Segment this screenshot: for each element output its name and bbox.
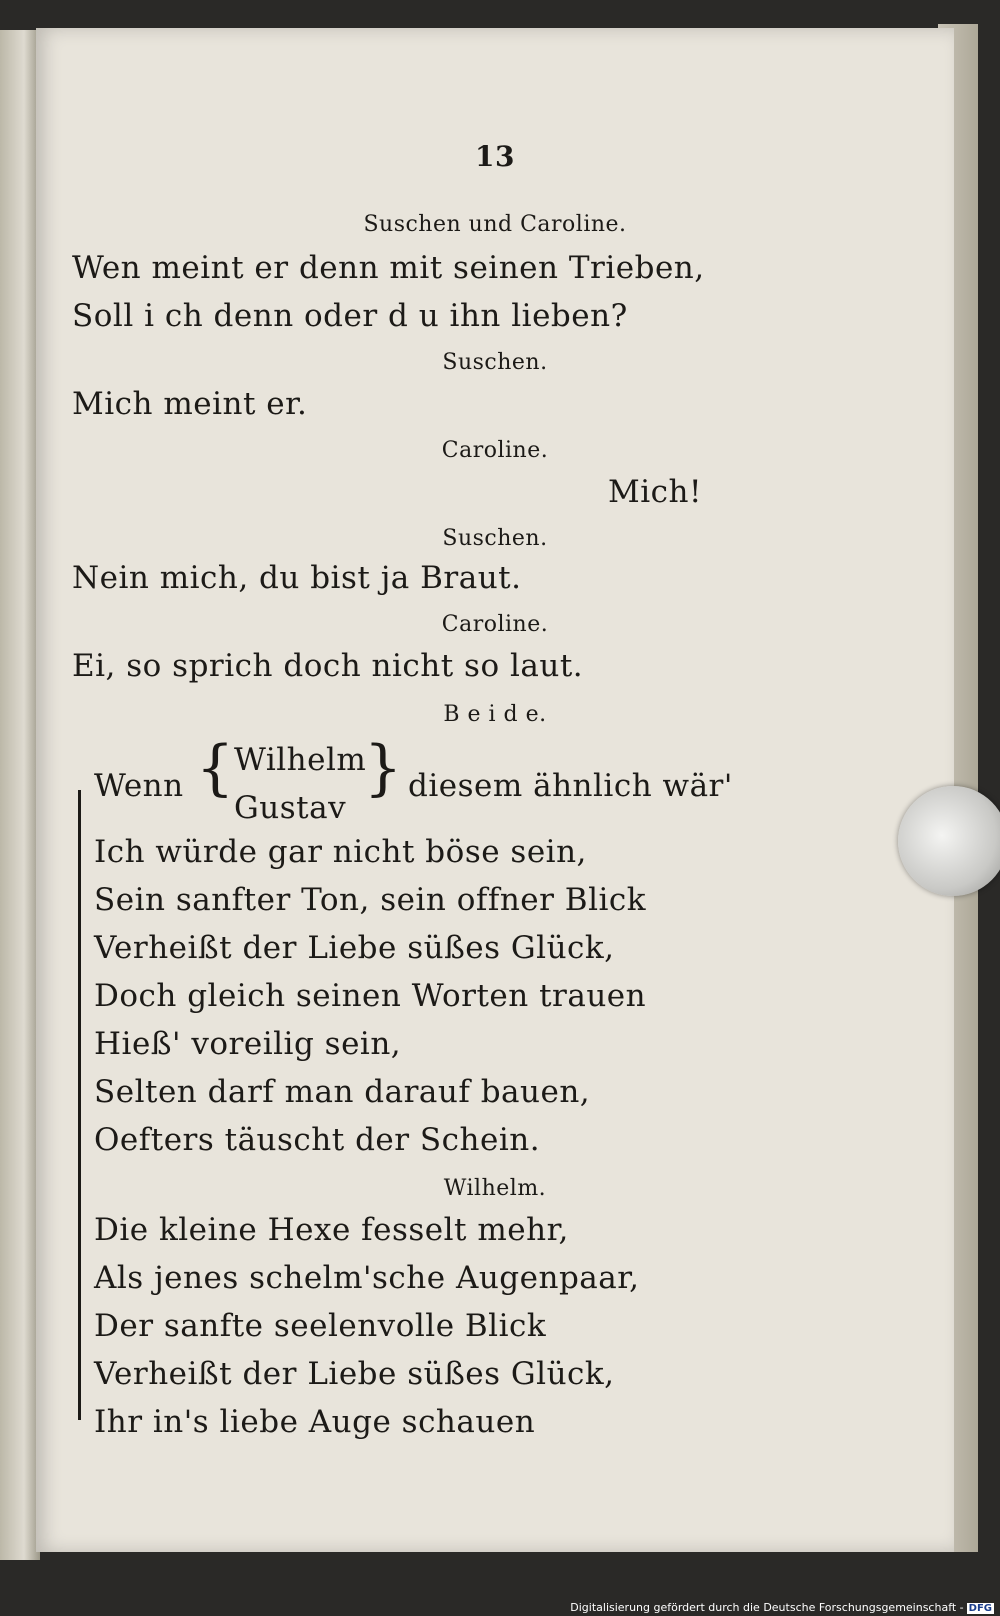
verse-line: Selten darf man darauf bauen, [94,1074,591,1110]
verse-line: Wen meint er denn mit seinen Trieben, [72,250,705,286]
speaker-heading: Suschen. [442,350,548,375]
verse-line: Soll i ch denn oder d u ihn lieben? [72,298,628,334]
speaker-heading: Suschen und Caroline. [363,212,627,237]
speaker-heading: Caroline. [441,612,549,637]
verse-line: diesem ähnlich wär' [408,768,733,804]
verse-line: Hieß' voreilig sein, [94,1026,402,1062]
speaker-heading: Suschen. [442,526,548,551]
verse-line: Verheißt der Liebe süßes Glück, [94,1356,615,1392]
page-clip [898,786,1000,896]
name-option-wilhelm: Wilhelm [234,742,367,778]
speaker-heading: Caroline. [441,438,549,463]
page-number: 13 [475,140,515,173]
verse-line: Mich meint er. [72,386,308,422]
verse-line: Nein mich, du bist ja Braut. [72,560,522,596]
verse-line: Sein sanfter Ton, sein offner Blick [94,882,647,918]
dfg-logo: DFG [968,1603,992,1614]
speaker-heading: B e i d e. [443,702,547,727]
right-brace: } [364,733,403,803]
left-brace: { [196,733,235,803]
left-page-edge [0,30,40,1560]
name-option-gustav: Gustav [234,790,347,826]
verse-line: Doch gleich seinen Worten trauen [94,978,647,1014]
verse-line: Mich! [608,474,702,510]
verse-line: Ei, so sprich doch nicht so laut. [72,648,584,684]
speaker-heading: Wilhelm. [443,1176,547,1201]
digitization-credit-text: Digitalisierung gefördert durch die Deutsche Forschungsgemeinschaft - [570,1601,964,1614]
verse-margin-brace [78,790,81,1420]
verse-line: Ihr in's liebe Auge schauen [94,1404,536,1440]
verse-line: Als jenes schelm'sche Augenpaar, [94,1260,640,1296]
verse-line: Ich würde gar nicht böse sein, [94,834,587,870]
digitization-credit [570,1601,994,1614]
verse-line: Der sanfte seelenvolle Blick [94,1308,547,1344]
verse-line: Oefters täuscht der Schein. [94,1122,541,1158]
verse-line: Die kleine Hexe fesselt mehr, [94,1212,569,1248]
verse-line: Verheißt der Liebe süßes Glück, [94,930,615,966]
verse-word-wenn: Wenn [94,768,184,804]
